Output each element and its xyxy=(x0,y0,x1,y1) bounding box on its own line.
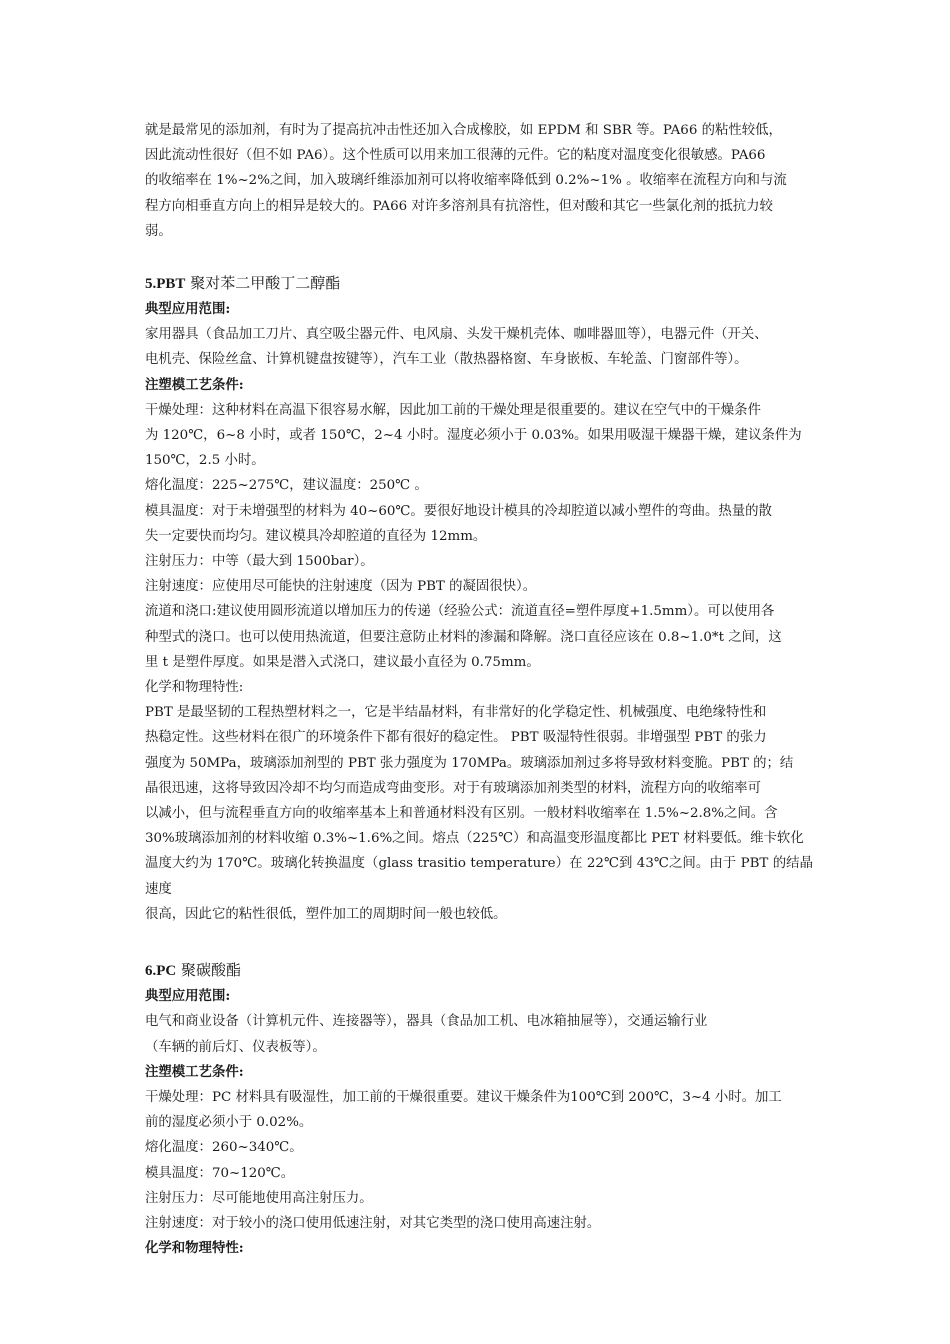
text-line: 强度为 50MPa，玻璃添加剂型的 PBT 张力强度为 170MPa。玻璃添加剂过多将导致材料变脆。PBT 的；结 xyxy=(145,755,794,771)
text-line: 熔化温度：225~275℃，建议温度：250℃ 。 xyxy=(145,478,428,494)
text-line: 熔化温度：260~340℃。 xyxy=(145,1140,303,1156)
section-title: 聚对苯二甲酸丁二醇酯 xyxy=(190,274,341,293)
section-number: 6.PC xyxy=(145,963,177,980)
subheading-process: 注塑模工艺条件: xyxy=(145,1063,244,1080)
text-line: 电气和商业设备（计算机元件、连接器等），器具（食品加工机、电冰箱抽屉等），交通运输行业 xyxy=(145,1014,708,1030)
text-line: 里 t 是塑件厚度。如果是潜入式浇口，建议最小直径为 0.75mm。 xyxy=(145,654,540,670)
text-line: 流道和浇口:建议使用圆形流道以增加压力的传递（经验公式：流道直径=塑件厚度+1.5mm）。可以使用各 xyxy=(145,604,775,620)
subheading-properties: 化学和物理特性: xyxy=(145,680,244,696)
text-line: 注射压力：中等（最大到 1500bar）。 xyxy=(145,554,374,570)
text-line: 模具温度：70~120℃。 xyxy=(145,1165,295,1181)
text-line: 注射速度：对于较小的浇口使用低速注射，对其它类型的浇口使用高速注射。 xyxy=(145,1215,601,1231)
text-line: 温度大约为 170℃。玻璃化转换温度（glass trasitio temperature）在 22℃到 43℃之间。由于 PBT 的结晶速度 xyxy=(145,856,813,897)
subheading-application: 典型应用范围: xyxy=(145,988,231,1005)
text-line: 晶很迅速，这将导致因冷却不均匀而造成弯曲变形。对于有玻璃添加剂类型的材料，流程方向的收缩率可 xyxy=(145,780,761,796)
text-line: 注射速度：应使用尽可能快的注射速度（因为 PBT 的凝固很快）。 xyxy=(145,579,537,595)
intro-paragraph xyxy=(145,118,813,244)
section-heading-pc xyxy=(145,957,813,984)
text-line: 前的湿度必须小于 0.02%。 xyxy=(145,1115,313,1131)
text-line: 弱。 xyxy=(145,223,172,239)
subheading-application: 典型应用范围: xyxy=(145,301,231,318)
text-line: 以减小，但与流程垂直方向的收缩率基本上和普通材料没有区别。一般材料收缩率在 1.5%~2.8%之间。含 xyxy=(145,806,778,822)
text-line: 程方向相垂直方向上的相异是较大的。PA66 对许多溶剂具有抗溶性，但对酸和其它一些氯化剂的抵抗力较 xyxy=(145,198,773,214)
text-line: 很高，因此它的粘性很低，塑件加工的周期时间一般也较低。 xyxy=(145,906,507,922)
text-line: 为 120℃，6~8 小时，或者 150℃，2~4 小时。湿度必须小于 0.03%。如果用吸湿干燥器干燥，建议条件为 xyxy=(145,428,802,444)
text-line: 干燥处理：这种材料在高温下很容易水解，因此加工前的干燥处理是很重要的。建议在空气中的干燥条件 xyxy=(145,402,761,418)
text-line: 就是最常见的添加剂，有时为了提高抗冲击性还加入合成橡胶，如 EPDM 和 SBR 等。PA66 的粘性较低， xyxy=(145,123,782,138)
text-line: （车辆的前后灯、仪表板等）。 xyxy=(145,1039,326,1055)
text-line: 的收缩率在 1%~2%之间，加入玻璃纤维添加剂可以将收缩率降低到 0.2%~1% 。收缩率在流程方向和与流 xyxy=(145,173,787,189)
section-heading-pbt xyxy=(145,270,813,297)
text-line: 模具温度：对于未增强型的材料为 40~60℃。要很好地设计模具的冷却腔道以减小塑件的弯曲。热量的散 xyxy=(145,503,772,519)
document-page xyxy=(145,118,813,1261)
section-title: 聚碳酸酯 xyxy=(181,961,242,980)
subheading-properties: 化学和物理特性: xyxy=(145,1240,244,1257)
text-line: 注射压力：尽可能地使用高注射压力。 xyxy=(145,1190,373,1206)
subheading-process: 注塑模工艺条件: xyxy=(145,376,244,393)
text-line: 30%玻璃添加剂的材料收缩 0.3%~1.6%之间。熔点（225℃）和高温变形温度都比 PET 材料要低。维卡软化 xyxy=(145,831,804,847)
text-line: 因此流动性很好（但不如 PA6）。这个性质可以用来加工很薄的元件。它的粘度对温度变化很敏感。PA66 xyxy=(145,148,766,164)
text-line: PBT 是最坚韧的工程热塑材料之一，它是半结晶材料，有非常好的化学稳定性、机械强度、电绝缘特性和 xyxy=(145,705,767,721)
text-line: 失一定要快而均匀。建议模具冷却腔道的直径为 12mm。 xyxy=(145,528,487,544)
text-line: 家用器具（食品加工刀片、真空吸尘器元件、电风扇、头发干燥机壳体、咖啡器皿等），电器元件（开关、 xyxy=(145,327,768,343)
section-number: 5.PBT xyxy=(145,276,186,293)
text-line: 热稳定性。这些材料在很广的环境条件下都有很好的稳定性。 PBT 吸湿特性很弱。非增强型 PBT 的张力 xyxy=(145,730,767,746)
text-line: 种型式的浇口。也可以使用热流道，但要注意防止材料的渗漏和降解。浇口直径应该在 0.8~1.0*t 之间，这 xyxy=(145,629,782,645)
text-line: 电机壳、保险丝盒、计算机键盘按键等），汽车工业（散热器格窗、车身嵌板、车轮盖、门窗部件等）。 xyxy=(145,352,748,368)
text-line: 干燥处理：PC 材料具有吸湿性，加工前的干燥很重要。建议干燥条件为100℃到 200℃，3~4 小时。加工 xyxy=(145,1089,782,1105)
text-line: 150℃，2.5 小时。 xyxy=(145,453,265,469)
